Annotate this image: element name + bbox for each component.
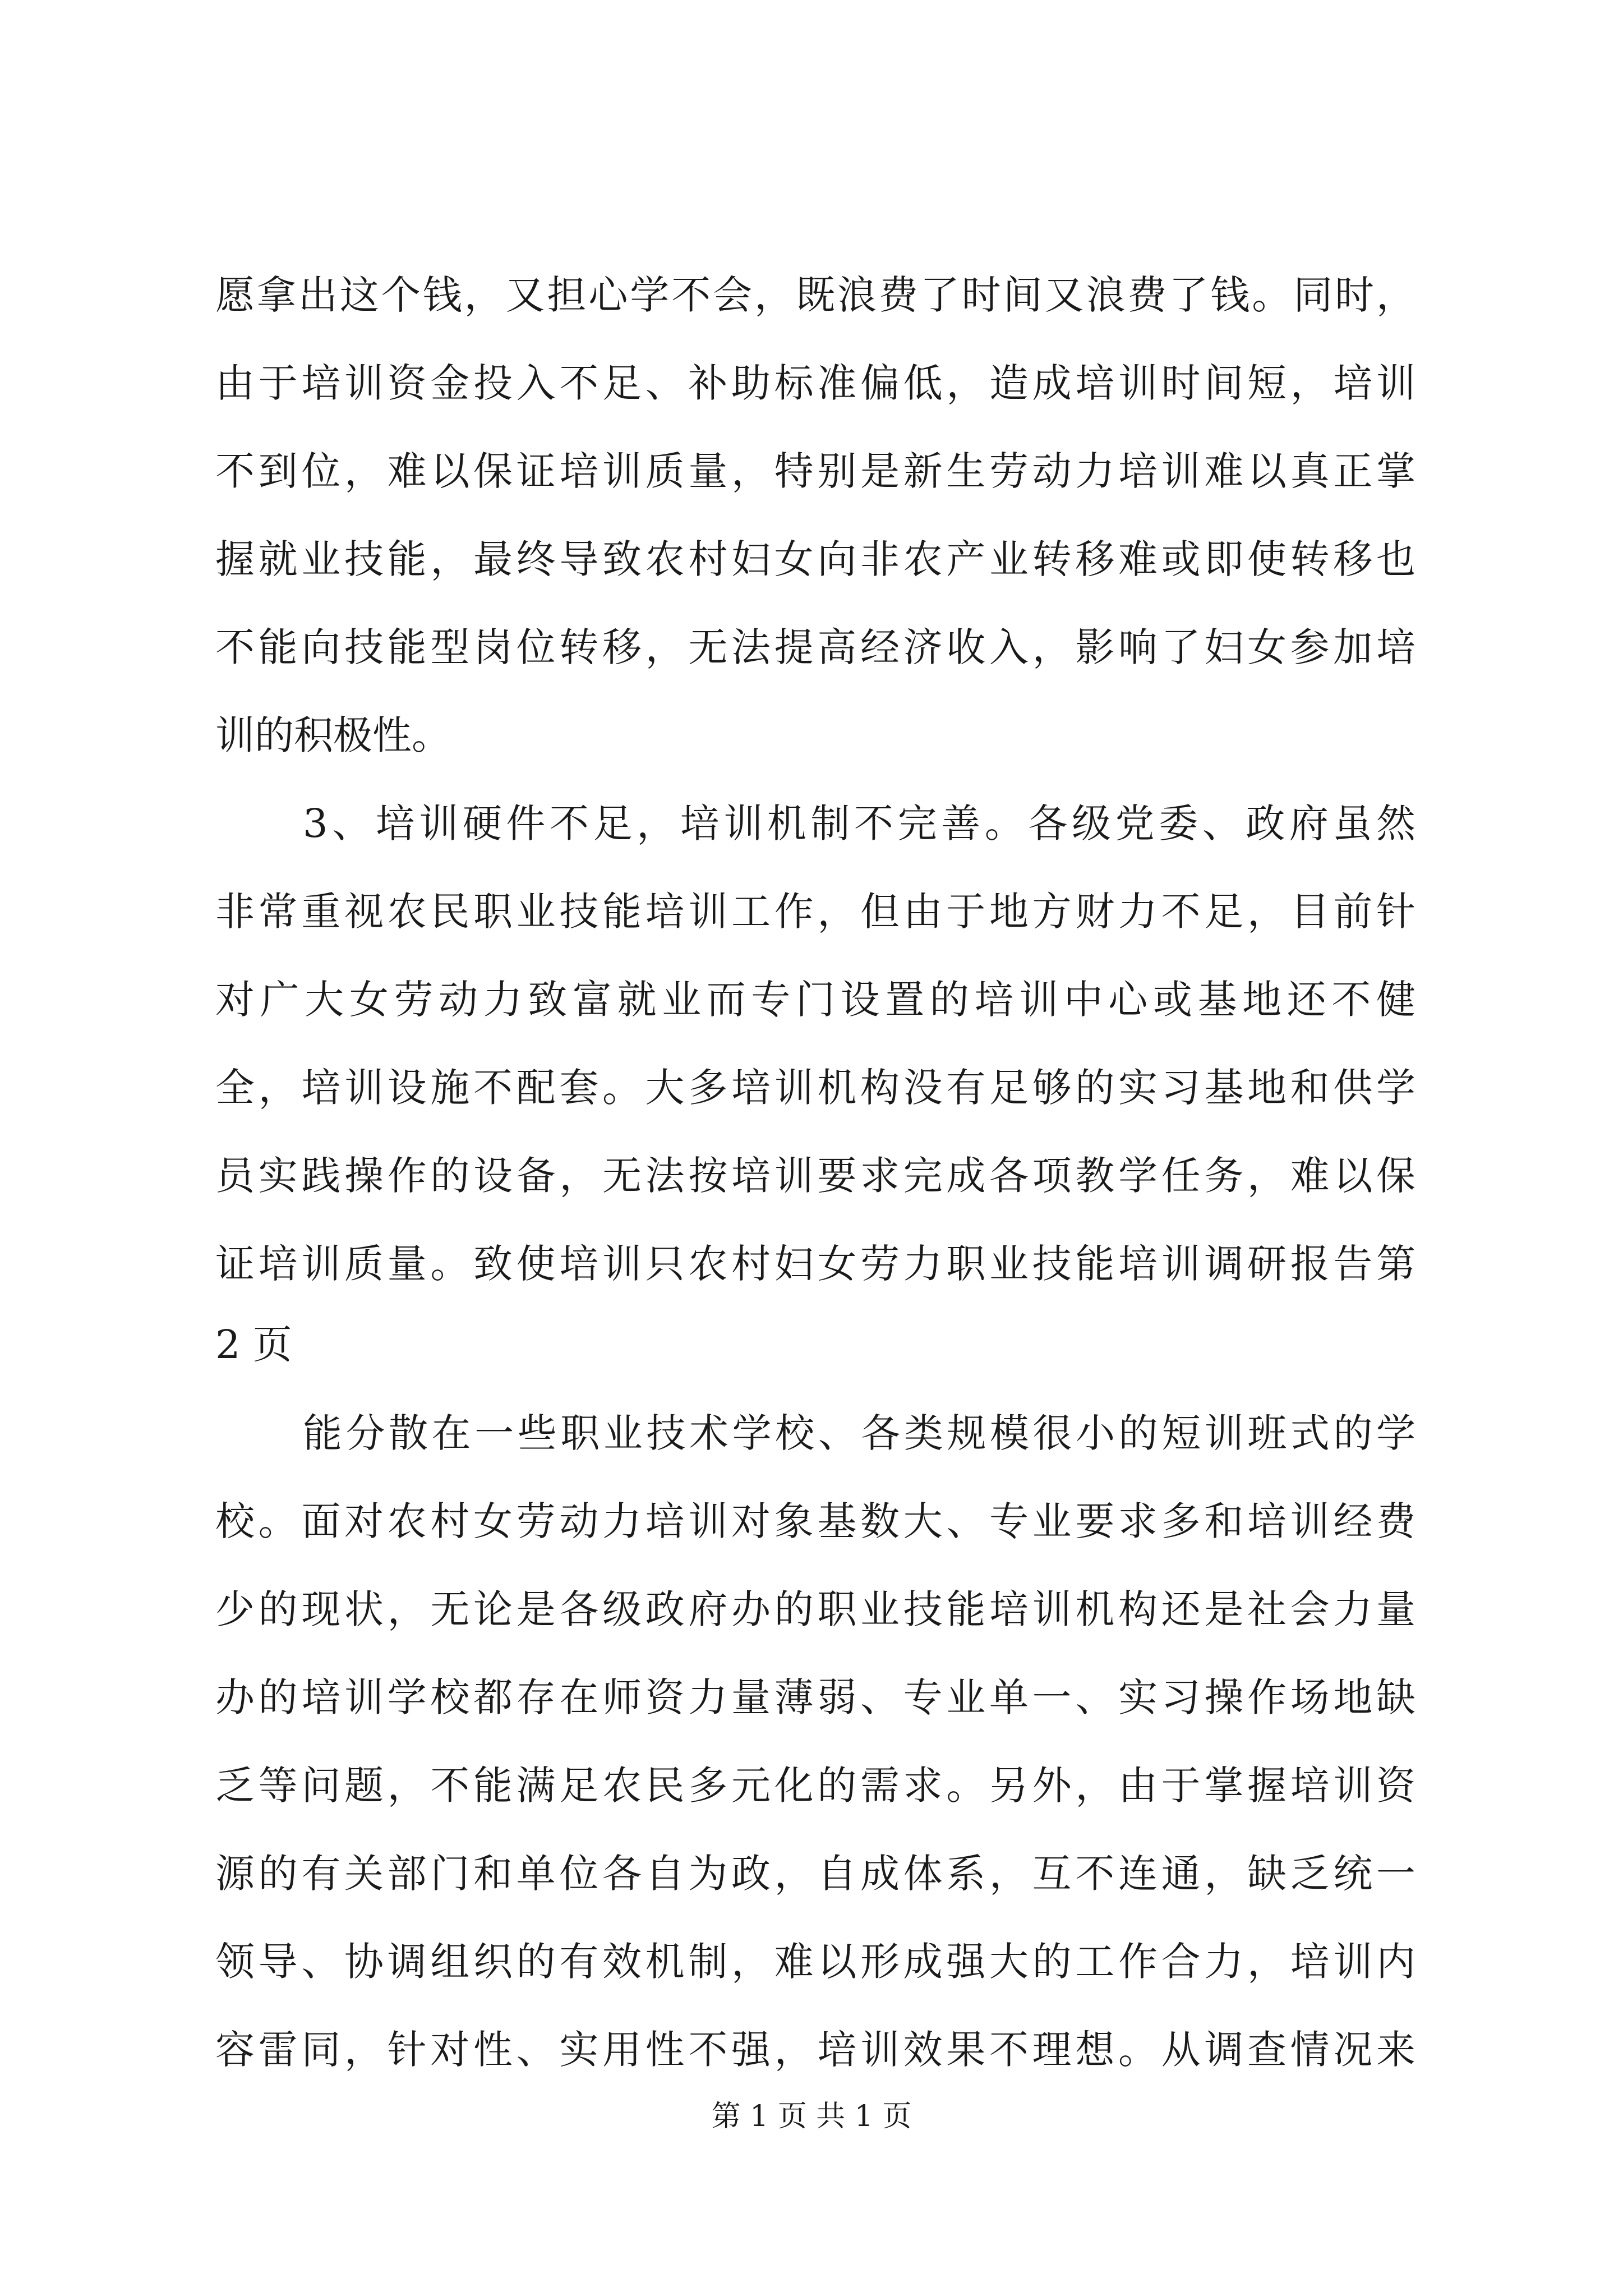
body-text-line: 办的培训学校都存在师资力量薄弱、专业单一、实习操作场地缺 xyxy=(215,1674,1415,1720)
body-text-line: 少的现状，无论是各级政府办的职业技能培训机构还是社会力量 xyxy=(215,1586,1415,1632)
body-text-line: 握就业技能，最终导致农村妇女向非农产业转移难或即使转移也 xyxy=(215,536,1415,582)
body-text-line: 非常重视农民职业技能培训工作，但由于地方财力不足，目前针 xyxy=(215,889,1415,935)
body-text-line: 由于培训资金投入不足、补助标准偏低，造成培训时间短，培训 xyxy=(215,360,1415,406)
paragraph-first-line: 3、培训硬件不足，培训机制不完善。各级党委、政府虽然 xyxy=(303,800,1415,846)
inline-page-marker: 2 页 xyxy=(215,1322,292,1368)
body-text-line: 不能向技能型岗位转移，无法提高经济收入，影响了妇女参加培 xyxy=(215,624,1415,670)
body-text-line: 员实践操作的设备，无法按培训要求完成各项教学任务，难以保 xyxy=(215,1153,1415,1199)
body-text-line: 领导、协调组织的有效机制，难以形成强大的工作合力，培训内 xyxy=(215,1939,1415,1985)
body-text-line: 源的有关部门和单位各自为政，自成体系，互不连通，缺乏统一 xyxy=(215,1851,1415,1897)
body-text-line: 证培训质量。致使培训只农村妇女劳力职业技能培训调研报告第 xyxy=(215,1241,1415,1287)
page-footer: 第 1 页 共 1 页 xyxy=(711,2100,912,2133)
body-text-line: 校。面对农村女劳动力培训对象基数大、专业要求多和培训经费 xyxy=(215,1498,1415,1544)
body-text-line: 对广大女劳动力致富就业而专门设置的培训中心或基地还不健 xyxy=(215,977,1415,1023)
body-text-line: 全，培训设施不配套。大多培训机构没有足够的实习基地和供学 xyxy=(215,1065,1415,1111)
body-text-line: 乏等问题，不能满足农民多元化的需求。另外，由于掌握培训资 xyxy=(215,1763,1415,1809)
body-text-line: 容雷同，针对性、实用性不强，培训效果不理想。从调查情况来 xyxy=(215,2027,1415,2073)
body-text-line: 不到位，难以保证培训质量，特别是新生劳动力培训难以真正掌 xyxy=(215,448,1415,494)
body-text-line: 训的积极性。 xyxy=(215,712,451,758)
body-text-line: 愿拿出这个钱，又担心学不会，既浪费了时间又浪费了钱。同时， xyxy=(215,272,1415,318)
paragraph-first-line: 能分散在一些职业技术学校、各类规模很小的短训班式的学 xyxy=(303,1410,1415,1456)
